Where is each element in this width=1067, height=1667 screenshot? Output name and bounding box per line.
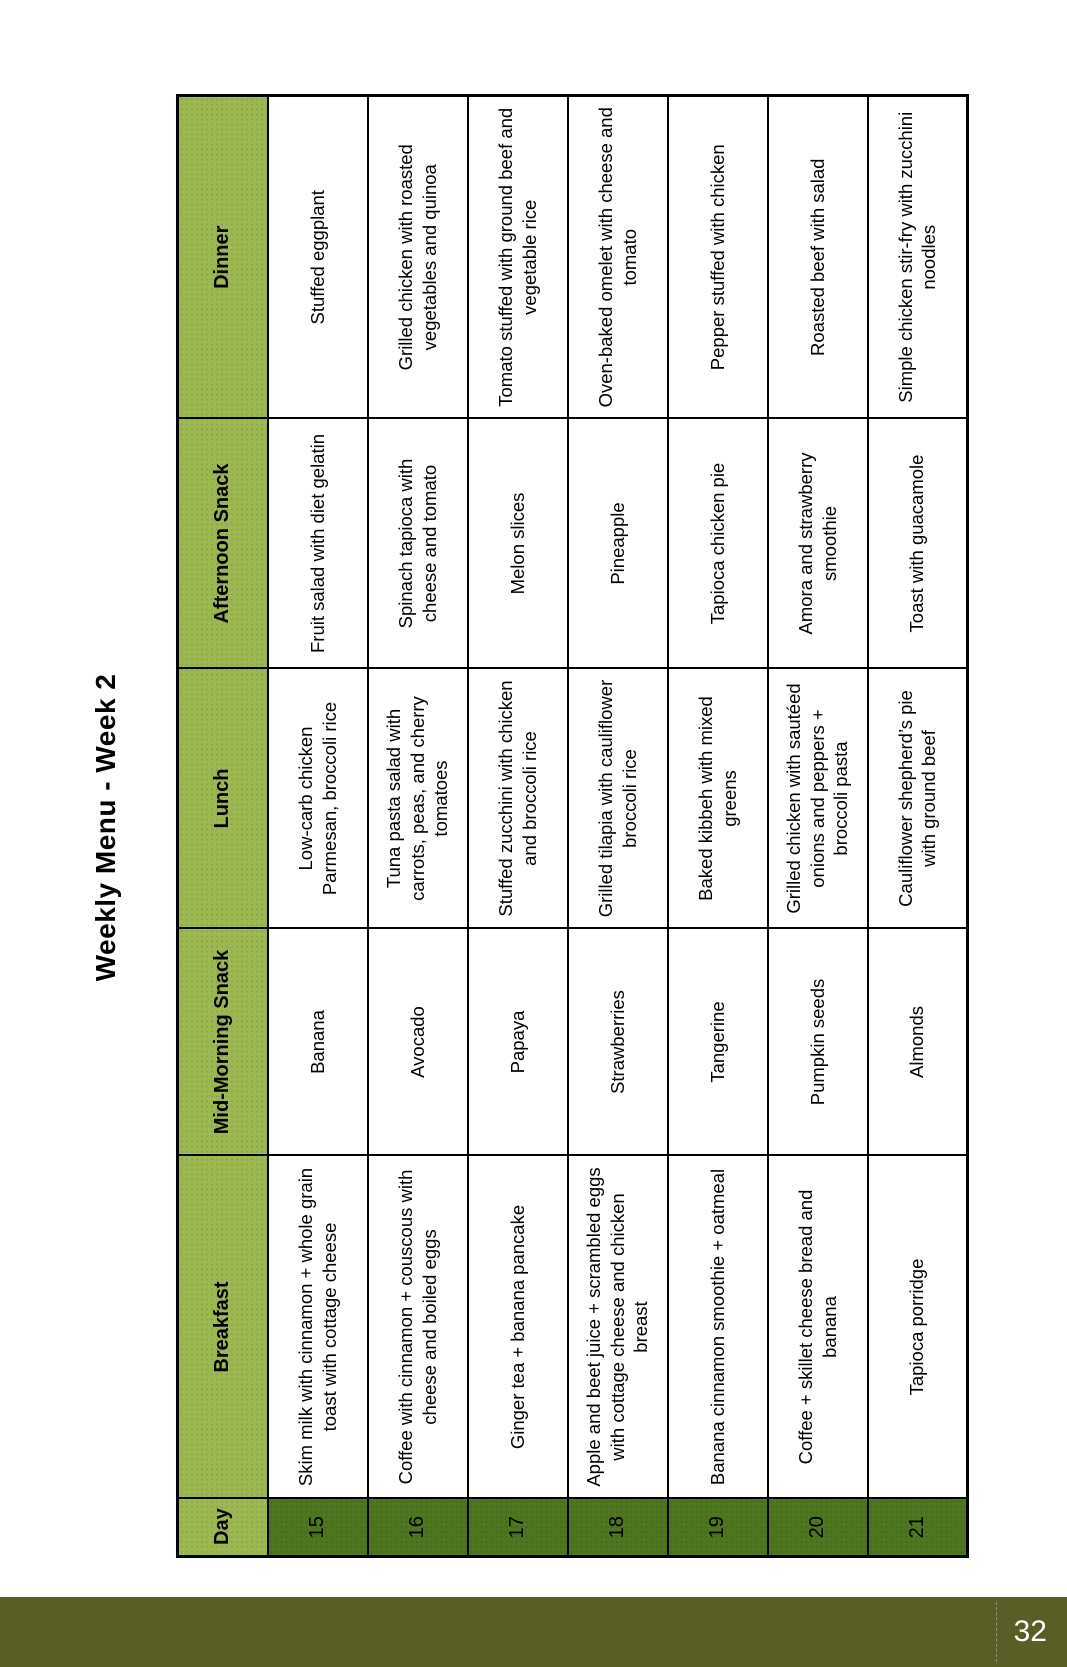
mid-morning-snack-cell: Banana xyxy=(268,929,368,1156)
table-row-day-21 xyxy=(868,96,968,1557)
column-header-day: Day xyxy=(178,1499,268,1557)
afternoon-snack-cell: Melon slices xyxy=(468,419,568,669)
lunch-cell: Cauliflower shepherd’s pie with ground beef xyxy=(868,669,968,929)
day-number-cell: 15 xyxy=(268,1499,368,1557)
breakfast-cell: Skim milk with cinnamon + whole grain toast with cottage cheese xyxy=(268,1156,368,1499)
table-row-day-17 xyxy=(468,96,568,1557)
mid-morning-snack-cell: Tangerine xyxy=(668,929,768,1156)
breakfast-cell: Tapioca porridge xyxy=(868,1156,968,1499)
dinner-cell: Pepper stuffed with chicken xyxy=(668,96,768,419)
column-header-mid-morning-snack: Mid-Morning Snack xyxy=(178,929,268,1156)
mid-morning-snack-cell: Avocado xyxy=(368,929,468,1156)
column-header-dinner: Dinner xyxy=(178,96,268,419)
breakfast-cell: Banana cinnamon smoothie + oatmeal xyxy=(668,1156,768,1499)
table-row-day-18 xyxy=(568,96,668,1557)
mid-morning-snack-cell: Strawberries xyxy=(568,929,668,1156)
day-number-cell: 21 xyxy=(868,1499,968,1557)
day-number-cell: 20 xyxy=(768,1499,868,1557)
lunch-cell: Grilled tilapia with cauliflower broccoli rice xyxy=(568,669,668,929)
afternoon-snack-cell: Fruit salad with diet gelatin xyxy=(268,419,368,669)
page-title: Weekly Menu - Week 2 xyxy=(90,673,121,982)
dinner-cell: Grilled chicken with roasted vegetables and quinoa xyxy=(368,96,468,419)
breakfast-cell: Ginger tea + banana pancake xyxy=(468,1156,568,1499)
column-header-breakfast: Breakfast xyxy=(178,1156,268,1499)
day-number-cell: 17 xyxy=(468,1499,568,1557)
footer-divider xyxy=(996,1602,997,1662)
day-number-cell: 19 xyxy=(668,1499,768,1557)
dinner-cell: Simple chicken stir-fry with zucchini noodles xyxy=(868,96,968,419)
dinner-cell: Roasted beef with salad xyxy=(768,96,868,419)
day-number-cell: 16 xyxy=(368,1499,468,1557)
breakfast-cell: Apple and beet juice + scrambled eggs with cottage cheese and chicken breast xyxy=(568,1156,668,1499)
mid-morning-snack-cell: Papaya xyxy=(468,929,568,1156)
lunch-cell: Low-carb chicken Parmesan, broccoli rice xyxy=(268,669,368,929)
table-row-day-20 xyxy=(768,96,868,1557)
dinner-cell: Tomato stuffed with ground beef and vegetable rice xyxy=(468,96,568,419)
afternoon-snack-cell: Toast with guacamole xyxy=(868,419,968,669)
footer-bar xyxy=(0,1597,1067,1667)
lunch-cell: Stuffed zucchini with chicken and broccoli rice xyxy=(468,669,568,929)
lunch-cell: Baked kibbeh with mixed greens xyxy=(668,669,768,929)
column-header-lunch: Lunch xyxy=(178,669,268,929)
lunch-cell: Grilled chicken with sautéed onions and peppers + broccoli pasta xyxy=(768,669,868,929)
header-row xyxy=(178,96,268,1557)
day-number-cell: 18 xyxy=(568,1499,668,1557)
dinner-cell: Oven-baked omelet with cheese and tomato xyxy=(568,96,668,419)
dinner-cell: Stuffed eggplant xyxy=(268,96,368,419)
weekly-menu-table xyxy=(176,94,969,1558)
table-row-day-19 xyxy=(668,96,768,1557)
mid-morning-snack-cell: Pumpkin seeds xyxy=(768,929,868,1156)
table-row-day-15 xyxy=(268,96,368,1557)
breakfast-cell: Coffee with cinnamon + couscous with cheese and boiled eggs xyxy=(368,1156,468,1499)
afternoon-snack-cell: Spinach tapioca with cheese and tomato xyxy=(368,419,468,669)
afternoon-snack-cell: Pineapple xyxy=(568,419,668,669)
afternoon-snack-cell: Amora and strawberry smoothie xyxy=(768,419,868,669)
page-number: 32 xyxy=(1013,1615,1047,1648)
lunch-cell: Tuna pasta salad with carrots, peas, and cherry tomatoes xyxy=(368,669,468,929)
breakfast-cell: Coffee + skillet cheese bread and banana xyxy=(768,1156,868,1499)
table-row-day-16 xyxy=(368,96,468,1557)
mid-morning-snack-cell: Almonds xyxy=(868,929,968,1156)
column-header-afternoon-snack: Afternoon Snack xyxy=(178,419,268,669)
afternoon-snack-cell: Tapioca chicken pie xyxy=(668,419,768,669)
